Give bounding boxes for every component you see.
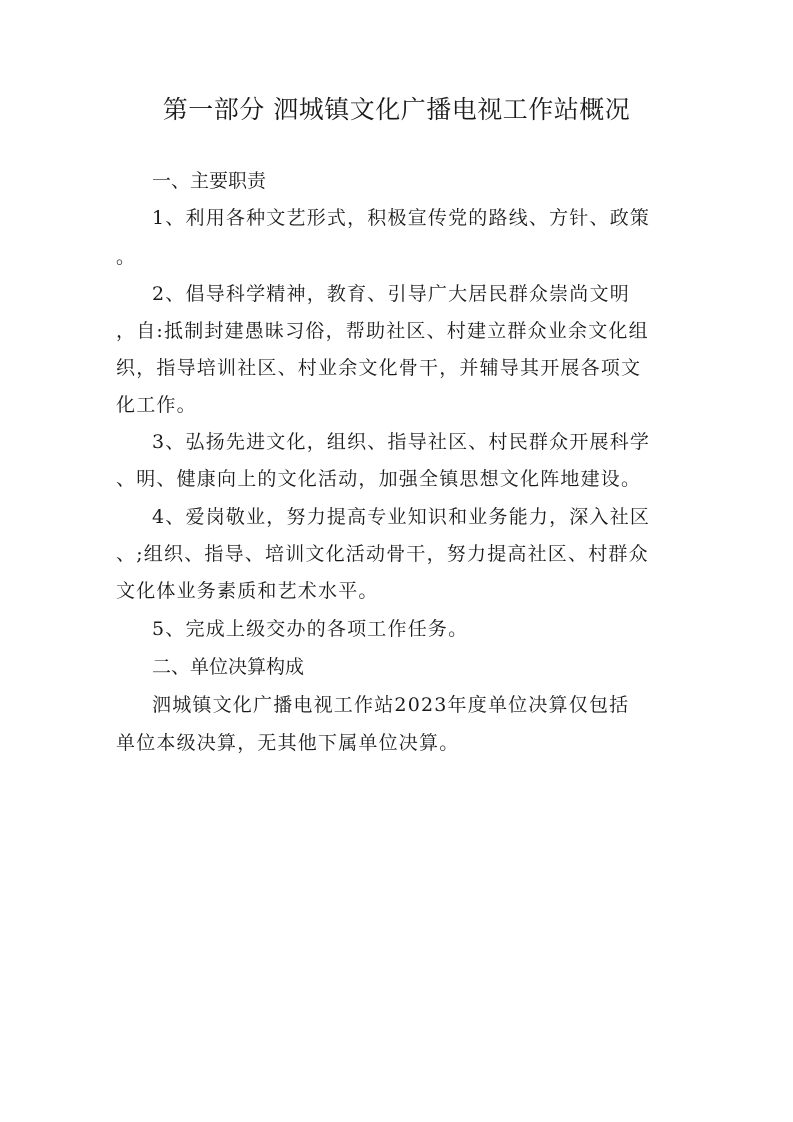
paragraph-line: 1、利用各种文艺形式，积极宣传党的路线、方针、政策 [152, 207, 651, 229]
paragraph-line: 单位本级决算，无其他下属单位决算。 [116, 732, 460, 754]
paragraph-line: 。 [116, 246, 137, 268]
paragraph-line: 、;组织、指导、培训文化活动骨干，努力提高社区、村群众 [116, 543, 649, 565]
paragraph-line: 化工作。 [116, 394, 197, 416]
paragraph-line: 5、完成上级交办的各项工作任务。 [152, 618, 469, 640]
paragraph-line: 织，指导培训社区、村业余文化骨干，并辅导其开展各项文 [116, 357, 642, 379]
paragraph-line: 3、弘扬先进文化，组织、指导社区、村民群众开展科学 [152, 431, 651, 453]
paragraph-line: 、明、健康向上的文化活动，加强全镇思想文化阵地建设。 [116, 468, 642, 490]
paragraph-line: 文化体业务素质和艺术水平。 [116, 580, 379, 602]
section-heading-budget-composition: 二、单位决算构成 [152, 656, 305, 678]
paragraph-line: 泗城镇文化广播电视工作站2023年度单位决算仅包括 [152, 694, 630, 716]
paragraph-line: 4、爱岗敬业，努力提高专业知识和业务能力，深入社区 [152, 506, 651, 528]
paragraph-line: 2、倡导科学精神，教育、引导广大居民群众崇尚文明 [152, 283, 630, 305]
paragraph-line: ，自:抵制封建愚昧习俗，帮助社区、村建立群众业余文化组 [116, 320, 649, 342]
page-title: 第一部分 泗城镇文化广播电视工作站概况 [162, 95, 631, 124]
section-heading-responsibilities: 一、主要职责 [152, 170, 267, 192]
